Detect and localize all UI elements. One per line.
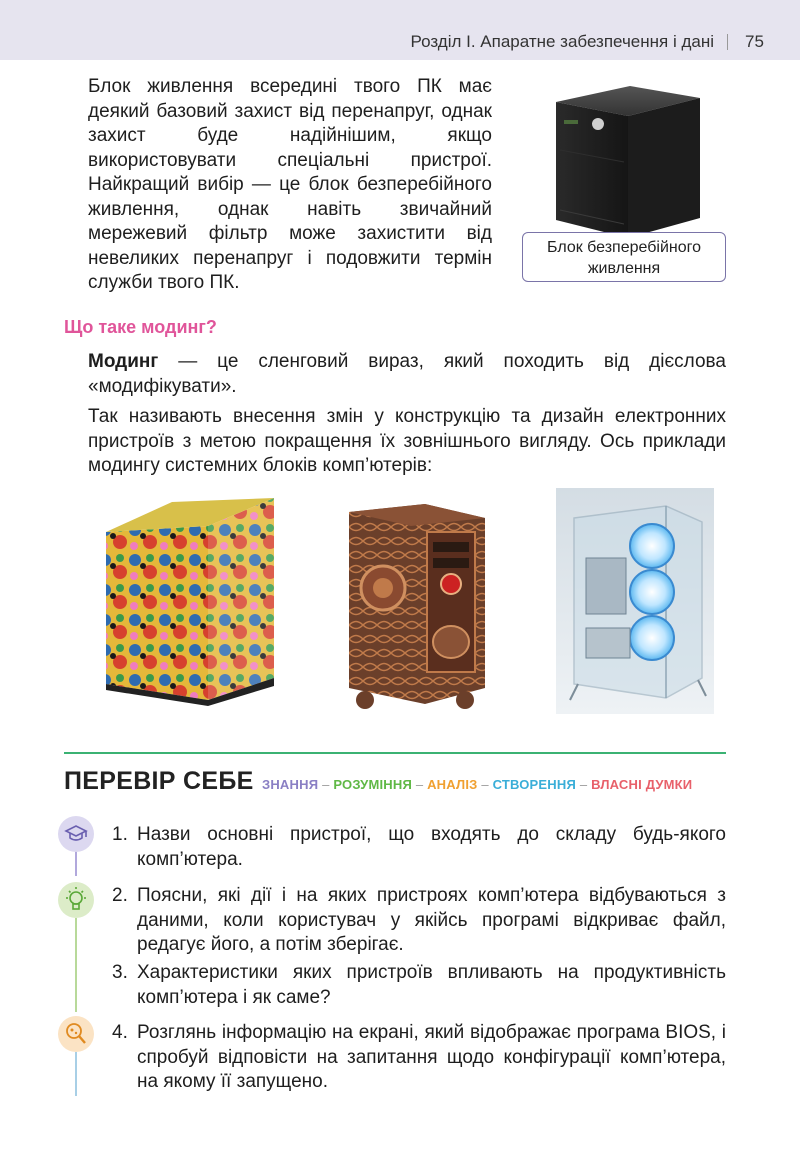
question-item (112, 1021, 726, 1095)
question-number: 4. (112, 1022, 128, 1043)
question-text: Характеристики яких пристроїв впливають на продуктивність комп’ютера і як саме? (137, 962, 726, 1008)
level-dash: – (579, 777, 588, 792)
check-title: ПЕРЕВІР СЕБЕ (64, 767, 254, 795)
section-title: Розділ I. Апаратне забезпечення і дані (410, 32, 714, 51)
question-text: Назви основні пристрої, що входять до складу будь-якого комп’ютера. (137, 824, 726, 870)
question-number: 3. (112, 962, 128, 983)
question-item (112, 823, 726, 872)
skill-levels (262, 777, 692, 792)
ups-caption: Блок безперебійного живлення (522, 232, 726, 282)
level-own-thoughts: ВЛАСНІ ДУМКИ (591, 777, 693, 792)
timeline-segment (75, 1052, 77, 1096)
level-dash: – (322, 777, 330, 792)
page-header (0, 0, 800, 60)
modding-definition-text: — це сленговий вираз, який походить від дієслова «модифікувати». (88, 351, 726, 397)
steampunk-case-image (335, 492, 495, 714)
ups-image (550, 80, 710, 240)
question-text: Поясни, які дії і на яких пристроях комп’ютера відбуваються з даними, коли користувач у якійсь програмі відкриває файл, редагує його, а потім зберігає. (137, 885, 726, 955)
modding-definition (88, 350, 726, 399)
lightbulb-icon (58, 882, 94, 918)
level-dash: – (481, 777, 489, 792)
level-creation: СТВОРЕННЯ (492, 777, 577, 792)
question-number: 2. (112, 885, 128, 906)
modding-heading: Що таке модинг? (64, 317, 217, 337)
magnifier-icon (58, 1016, 94, 1052)
question-item (112, 961, 726, 1010)
modding-paragraph: Так називають внесення змін у конструкцію та дизайн електронних пристроїв з метою покращення їх зовнішнього вигляду. Ось приклади модингу системних блоків комп’ютерів: (88, 406, 726, 476)
section-divider (64, 752, 726, 754)
level-dash: – (415, 777, 424, 792)
page-number: 75 (745, 32, 764, 51)
modding-term: Модинг (88, 351, 159, 372)
intro-paragraph: Блок живлення всередині твого ПК має деякий базовий захист від перенапруг, однак захист буде надійнішим, якщо використовувати спеціальні пристрої. Найкращий вибір — це блок безперебійного живлення, однак навіть звичайний мережевий фільтр може захистити від невеликих перенапруг і подовжити термін служби твого ПК. (88, 76, 492, 293)
question-text: Розглянь інформацію на екрані, який відображає програма BIOS, і спробуй відповісти на запитання щодо конфігурації комп’ютера, на якому її запущено. (137, 1022, 726, 1092)
painted-case-image (98, 492, 280, 706)
question-number: 1. (112, 824, 128, 845)
level-knowledge: ЗНАННЯ (262, 777, 319, 792)
graduation-cap-icon (58, 816, 94, 852)
timeline-segment (75, 918, 77, 1012)
header-divider (727, 34, 728, 50)
timeline-segment (75, 850, 77, 876)
question-item (112, 884, 726, 958)
transparent-case-image (556, 488, 714, 714)
level-understanding: РОЗУМІННЯ (333, 777, 413, 792)
level-analysis: АНАЛІЗ (427, 777, 478, 792)
